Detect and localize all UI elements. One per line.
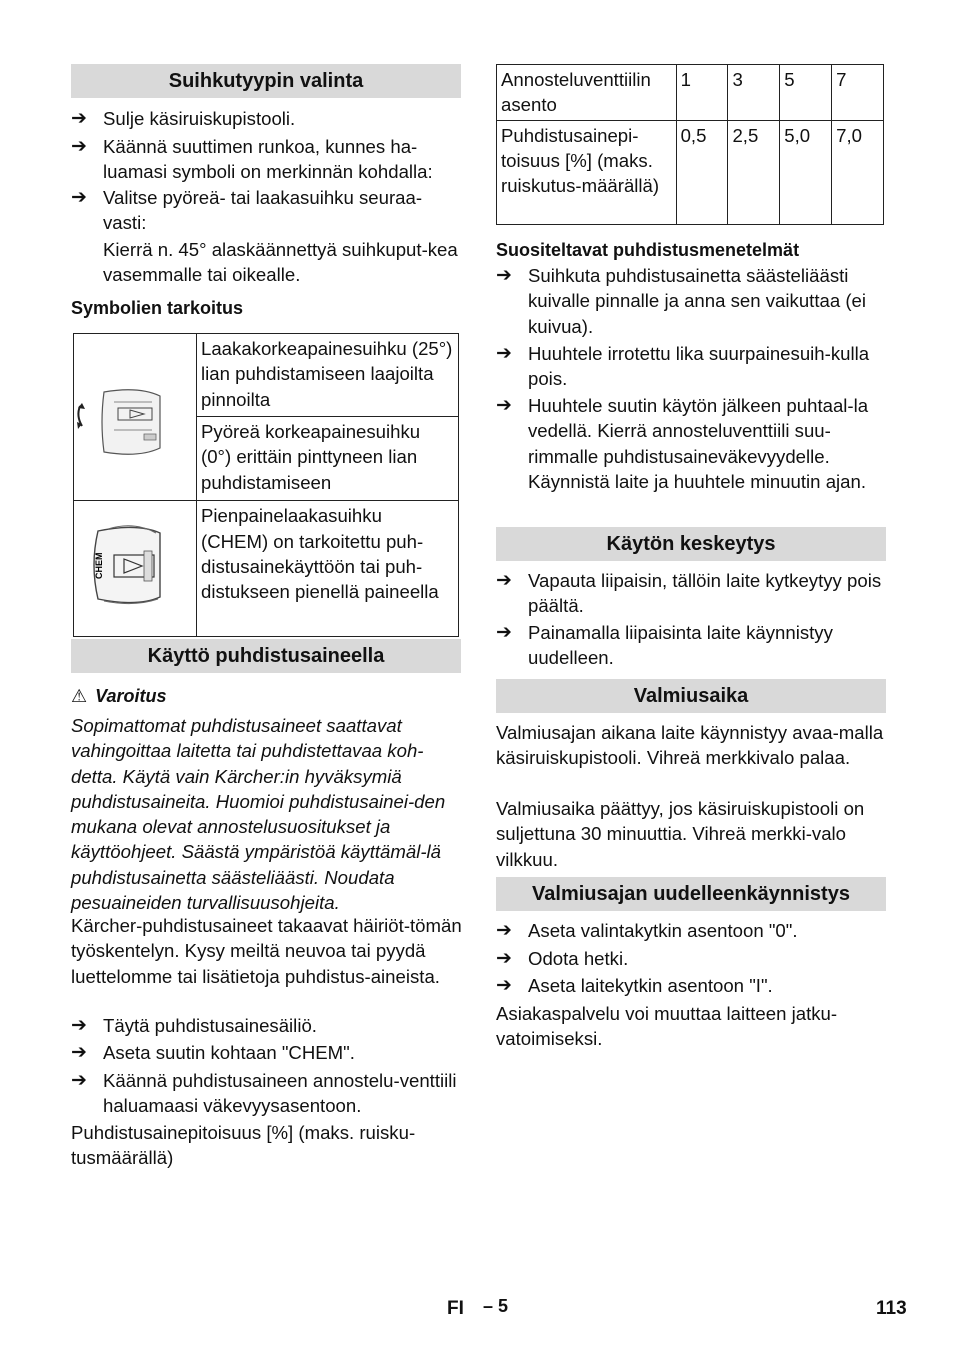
- restart-step: ➔ Aseta laitekytkin asentoon "I".: [496, 973, 886, 998]
- footer-section: – 5: [483, 1296, 509, 1316]
- page-number: 113: [876, 1298, 907, 1319]
- warning-heading: ⚠ Varoitus: [71, 686, 167, 706]
- nozzle-rotate-icon: [74, 334, 196, 494]
- restart-step: ➔ Odota hetki.: [496, 946, 886, 971]
- arrow-right-icon: ➔: [71, 1015, 87, 1036]
- arrow-right-icon: ➔: [496, 343, 512, 364]
- method-step: ➔ Suihkuta puhdistusainetta säästeliäästi kuivalle pinnalle ja anna sen vaikuttaa (ei kuivua).: [496, 265, 867, 337]
- arrow-right-icon: ➔: [496, 622, 512, 643]
- warning-text: Sopimattomat puhdistusaineet saattavat vahingoittaa laitetta tai puhdistettavaa koh-detta. Käytä vain Kärcher:in hyväksymiä puhdistusaineita. Huomioi puhdistusainei-den mukana olevat annostelusuositukset ja käyttöohjeet. Säästä ympäristöä käyttämäl-lä puhdistusainetta säästeliäästi. Noudata pesuaineiden turvallisuusohjeita.: [71, 715, 446, 914]
- step: ➔ Aseta suutin kohtaan "CHEM".: [71, 1040, 461, 1065]
- symbol-description: Laakakorkeapainesuihku (25°) lian puhdistamiseen laajoilta pinnoilta: [197, 334, 459, 417]
- chem-nozzle-icon: [74, 501, 196, 629]
- restart-step: ➔ Aseta valintakytkin asentoon "0".: [496, 918, 886, 943]
- dosing-value: 7: [832, 65, 884, 121]
- standby-text: Valmiusajan aikana laite käynnistyy avaa-malla käsiruiskupistooli. Vihreä merkkivalo palaa.: [496, 722, 884, 769]
- arrow-right-icon: ➔: [496, 920, 512, 941]
- step: ➔ Käännä puhdistusaineen annostelu-venttiili haluamaasi väkevyysasentoon.: [71, 1070, 457, 1117]
- arrow-right-icon: ➔: [71, 108, 87, 129]
- dosing-value: 1: [676, 65, 728, 121]
- dosing-value: 3: [728, 65, 780, 121]
- symbol-description: Pienpainelaakasuihku (CHEM) on tarkoitettu puh-distusainekäyttöön tai puh-distukseen pienellä paineella: [197, 501, 459, 636]
- arrow-right-icon: ➔: [71, 1070, 87, 1091]
- pause-step: ➔ Painamalla liipaisinta laite käynnistyy uudelleen.: [496, 622, 833, 669]
- arrow-right-icon: ➔: [496, 975, 512, 996]
- nozzle-chem-image: [74, 501, 197, 636]
- arrow-right-icon: ➔: [496, 265, 512, 286]
- step-continuation: Kierrä n. 45° alaskäännettyä suihkuput-kea vasemmalle tai oikealle.: [103, 239, 458, 286]
- standby-text: Valmiusaika päättyy, jos käsiruiskupistooli on suljettuna 30 minuuttia. Vihreä merkki-valo vilkkuu.: [496, 798, 865, 870]
- concentration-value: 0,5: [676, 120, 728, 224]
- concentration-value: 2,5: [728, 120, 780, 224]
- service-note: Asiakaspalvelu voi muuttaa laitteen jatku-vatoimiseksi.: [496, 1003, 838, 1050]
- concentration-note: Puhdistusainepitoisuus [%] (maks. ruisku-tusmäärällä): [71, 1122, 416, 1169]
- chem-label: CHEM: [94, 552, 104, 580]
- step: ➔ Valitse pyöreä- tai laakasuihku seuraa-vasti:: [71, 187, 423, 234]
- arrow-right-icon: ➔: [71, 187, 87, 208]
- arrow-right-icon: ➔: [71, 136, 87, 157]
- step: ➔ Käännä suuttimen runkoa, kunnes ha-luamasi symboli on merkinnän kohdalla:: [71, 136, 433, 183]
- symbols-title: Symbolien tarkoitus: [71, 298, 244, 318]
- info-text: Kärcher-puhdistusaineet takaavat häiriöt-tömän työskentelyn. Kysy meiltä neuvoa tai pyydä luettelomme tai lisätietoja puhdistus-aineista.: [71, 915, 462, 987]
- section-heading-standby: Valmiusaika: [496, 679, 886, 713]
- pause-step: ➔ Vapauta liipaisin, tällöin laite kytkeytyy pois päältä.: [496, 570, 882, 617]
- dosing-table: [496, 64, 884, 225]
- concentration-label: Puhdistusainepi-toisuus [%] (maks. ruiskutus-määrällä): [497, 120, 677, 224]
- step: ➔ Täytä puhdistusainesäiliö.: [71, 1013, 461, 1038]
- dosing-value: 5: [780, 65, 832, 121]
- method-step: ➔ Huuhtele suutin käytön jälkeen puhtaal-la vedellä. Kierrä annosteluventtiili suu-rimmalle puhdistusaineväkevyydelle. Käynnistä laite ja huuhtele minuutin ajan.: [496, 395, 869, 492]
- symbol-description: Pyöreä korkeapainesuihku (0°) erittäin pinttyneen lian puhdistamiseen: [197, 417, 459, 501]
- section-heading-detergent: Käyttö puhdistusaineella: [71, 639, 461, 673]
- step: ➔ Sulje käsiruiskupistooli.: [71, 106, 461, 131]
- dosing-label: Annosteluventtiilin asento: [497, 65, 677, 121]
- symbols-table: [73, 333, 459, 637]
- method-step: ➔ Huuhtele irrotettu lika suurpainesuih-kulla pois.: [496, 343, 870, 390]
- nozzle-rotate-image: [74, 334, 197, 501]
- arrow-right-icon: ➔: [71, 1042, 87, 1063]
- methods-title: Suositeltavat puhdistusmenetelmät: [496, 240, 800, 260]
- section-heading-restart: Valmiusajan uudelleenkäynnistys: [496, 877, 886, 911]
- warning-triangle-icon: ⚠: [71, 686, 88, 706]
- arrow-right-icon: ➔: [496, 948, 512, 969]
- arrow-right-icon: ➔: [496, 570, 512, 591]
- section-heading-spray-type: Suihkutyypin valinta: [71, 64, 461, 98]
- footer-language: FI: [447, 1298, 464, 1319]
- arrow-right-icon: ➔: [496, 395, 512, 416]
- section-heading-pause: Käytön keskeytys: [496, 527, 886, 561]
- concentration-value: 7,0: [832, 120, 884, 224]
- concentration-value: 5,0: [780, 120, 832, 224]
